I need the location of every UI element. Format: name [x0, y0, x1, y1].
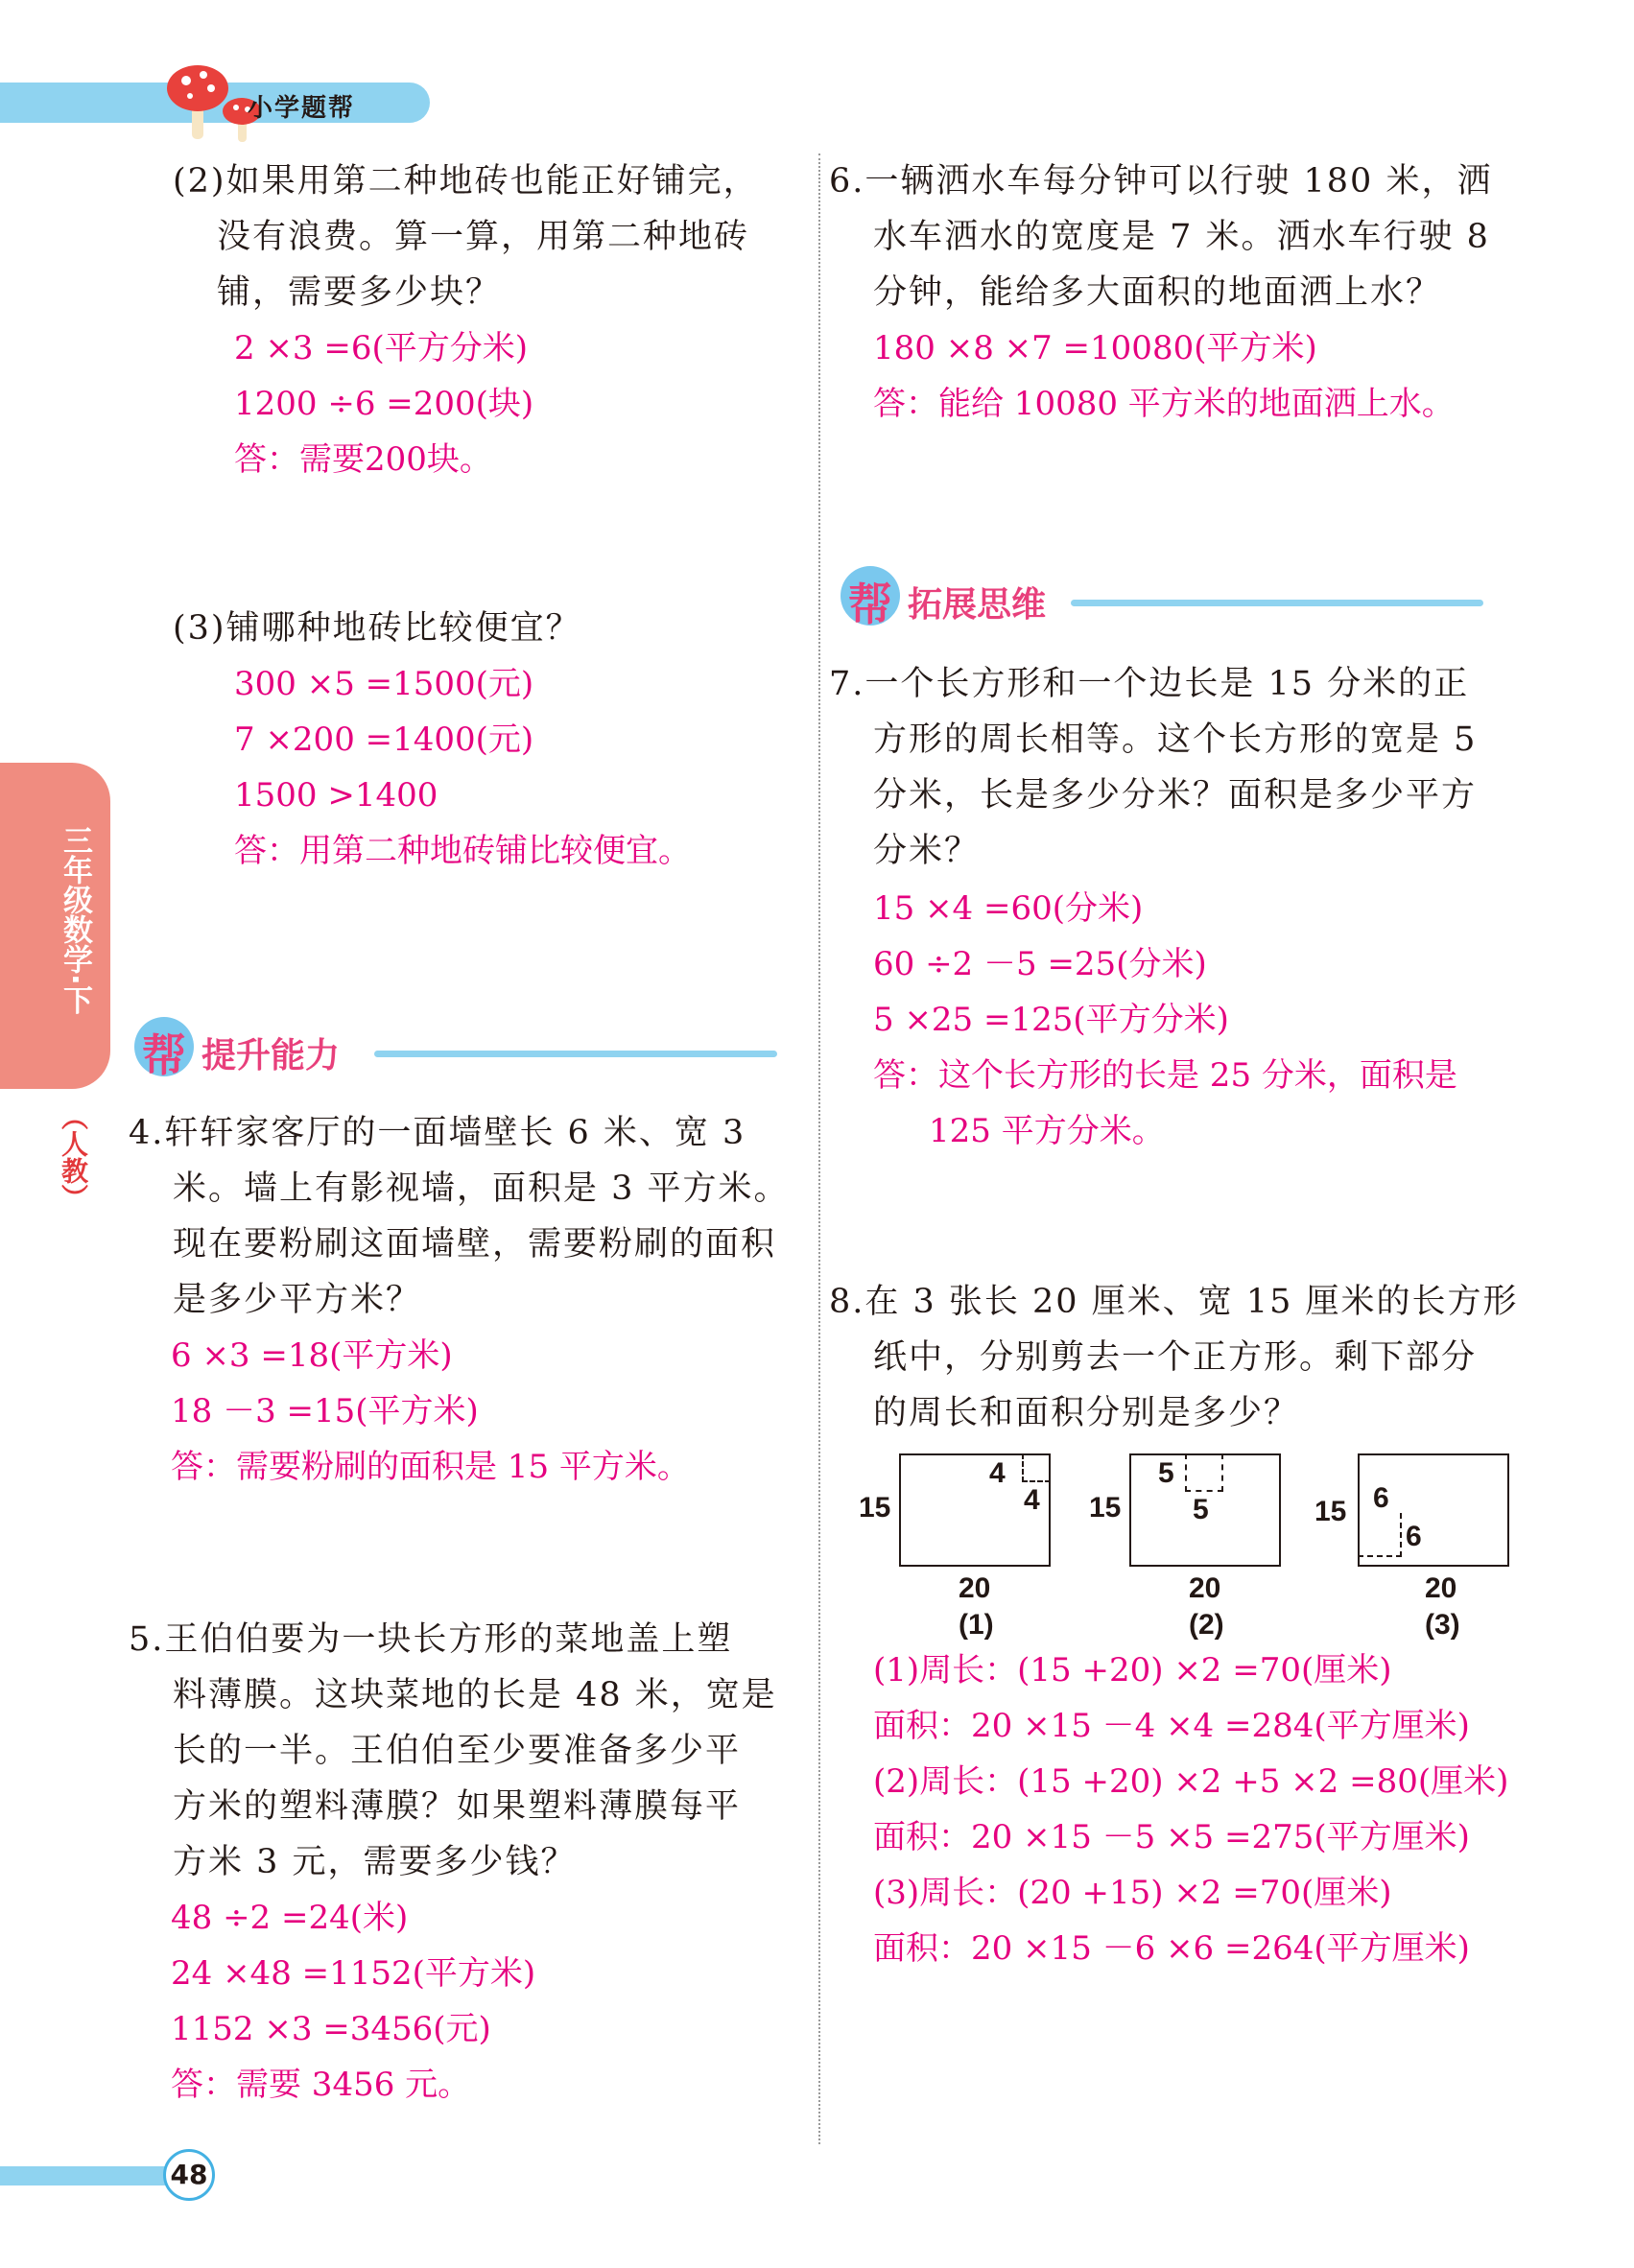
- question-3-text: [173, 601, 581, 656]
- answer-line: 6 ×3 =18(平方米): [171, 1336, 453, 1375]
- answer-line: 答：用第二种地砖铺比较便宜。: [234, 832, 691, 870]
- q5-line: 料薄膜。这块菜地的长是 48 米，宽是: [173, 1676, 777, 1714]
- question-2-text: [173, 154, 759, 320]
- q5-line: 方米 3 元，需要多少钱？: [173, 1843, 577, 1881]
- figure-height-label: 15: [859, 1492, 891, 1524]
- answer-line: 1200 ÷6 =200(块): [234, 385, 534, 423]
- question-7-answer: [873, 881, 1457, 1159]
- answer-line: (1)周长：(15 +20) ×2 =70(厘米): [873, 1651, 1392, 1689]
- answer-line: 48 ÷2 =24(米): [171, 1899, 409, 1937]
- q5-line: 方米的塑料薄膜？如果塑料薄膜每平: [173, 1787, 742, 1826]
- q4-line: 米。墙上有影视墙，面积是 3 平方米。: [173, 1169, 790, 1208]
- figure-cut-label: 6: [1406, 1521, 1422, 1552]
- q6-line: 6.一辆洒水车每分钟可以行驶 180 米，洒: [829, 162, 1493, 201]
- answer-line: 15 ×4 =60(分米): [873, 889, 1144, 928]
- answer-line: (3)周长：(20 +15) ×2 =70(厘米): [873, 1874, 1392, 1912]
- q7-line: 7.一个长方形和一个边长是 15 分米的正: [829, 665, 1470, 703]
- answer-line: 答：这个长方形的长是 25 分米，面积是: [873, 1056, 1457, 1095]
- answer-line: 300 ×5 =1500(元): [234, 665, 534, 703]
- q6-line: 分钟，能给多大面积的地面洒上水？: [873, 273, 1442, 312]
- q6-line: 水车洒水的宽度是 7 米。洒水车行驶 8: [873, 218, 1490, 256]
- question-8-answer: [873, 1642, 1508, 1976]
- figure-caption: (1): [959, 1609, 994, 1641]
- q2-line: 没有浪费。算一算，用第二种地砖: [217, 218, 750, 256]
- answer-line: 面积：20 ×15 －4 ×4 =284(平方厘米): [873, 1707, 1470, 1745]
- section-badge: 帮: [142, 1029, 186, 1081]
- q3-line: (3)铺哪种地砖比较便宜？: [173, 609, 581, 648]
- q5-line: 长的一半。王伯伯至少要准备多少平: [173, 1732, 742, 1770]
- figure-cut-square: [1185, 1453, 1223, 1492]
- figure-caption: (3): [1425, 1609, 1460, 1641]
- figure-height-label: 15: [1089, 1492, 1122, 1524]
- answer-line: 60 ÷2 －5 =25(分米): [873, 945, 1207, 983]
- answer-line: 125 平方分米。: [929, 1112, 1165, 1150]
- question-8-text: [829, 1274, 1519, 1441]
- answer-line: 180 ×8 ×7 =10080(平方米): [873, 329, 1317, 367]
- q2-line: 铺，需要多少块？: [217, 273, 502, 312]
- section-rule: [1071, 600, 1483, 606]
- q7-line: 分米？: [873, 832, 981, 870]
- question-4-answer: [171, 1328, 690, 1495]
- q8-figures: [859, 1444, 1511, 1645]
- answer-line: 5 ×25 =125(平方分米): [873, 1001, 1229, 1039]
- figure-height-label: 15: [1314, 1496, 1347, 1527]
- q4-line: 现在要粉刷这面墙壁，需要粉刷的面积: [173, 1225, 777, 1264]
- figure-cut-square: [1022, 1453, 1051, 1482]
- question-5-answer: [171, 1890, 535, 2113]
- answer-line: (2)周长：(15 +20) ×2 +5 ×2 =80(厘米): [873, 1762, 1509, 1801]
- section-ability-header: [134, 1017, 787, 1084]
- q8-line: 的周长和面积分别是多少？: [873, 1394, 1300, 1432]
- question-6-text: [829, 154, 1492, 320]
- figure-width-label: 20: [959, 1572, 991, 1604]
- section-badge: 帮: [848, 579, 892, 630]
- question-2-answer: [234, 320, 533, 487]
- q4-line: 4.轩轩家客厅的一面墙壁长 6 米、宽 3: [129, 1114, 746, 1152]
- figure-cut-label: 5: [1158, 1457, 1174, 1489]
- question-3-answer: [234, 656, 691, 879]
- figure-width-label: 20: [1425, 1572, 1457, 1604]
- answer-line: 面积：20 ×15 －6 ×6 =264(平方厘米): [873, 1929, 1470, 1968]
- answer-line: 1152 ×3 =3456(元): [171, 2010, 491, 2048]
- question-6-answer: [873, 320, 1455, 432]
- side-grade-title: 三年级数学·下: [58, 825, 92, 1015]
- q7-line: 方形的周长相等。这个长方形的宽是 5: [873, 721, 1478, 759]
- q4-line: 是多少平方米？: [173, 1281, 422, 1319]
- question-5-text: [129, 1612, 777, 1890]
- q5-line: 5.王伯伯要为一块长方形的菜地盖上塑: [129, 1620, 733, 1659]
- answer-line: 答：需要200块。: [234, 440, 492, 479]
- figure-cut-label: 6: [1373, 1482, 1389, 1514]
- q8-line: 纸中，分别剪去一个正方形。剩下部分: [873, 1338, 1478, 1377]
- q2-line: (2)如果用第二种地砖也能正好铺完，: [173, 162, 759, 201]
- answer-line: 答：需要粉刷的面积是 15 平方米。: [171, 1448, 690, 1486]
- answer-line: 2 ×3 =6(平方分米): [234, 329, 529, 367]
- side-edition: （人教）: [58, 1103, 89, 1211]
- answer-line: 答：能给 10080 平方米的地面洒上水。: [873, 385, 1455, 423]
- figure-cut-label: 4: [1024, 1484, 1040, 1516]
- answer-line: 答：需要 3456 元。: [171, 2066, 471, 2104]
- figure-cut-square: [1358, 1513, 1402, 1557]
- section-title: 提升能力: [201, 1036, 341, 1075]
- figure-cut-label: 4: [989, 1457, 1006, 1489]
- section-title: 拓展思维: [908, 585, 1047, 625]
- side-tab: [0, 763, 110, 1089]
- question-4-text: [129, 1105, 790, 1328]
- answer-line: 18 －3 =15(平方米): [171, 1392, 479, 1430]
- section-thinking-header: [841, 566, 1493, 633]
- q8-line: 8.在 3 张长 20 厘米、宽 15 厘米的长方形: [829, 1283, 1519, 1321]
- page-number: 48: [163, 2149, 215, 2201]
- question-7-text: [829, 656, 1477, 879]
- figure-width-label: 20: [1189, 1572, 1221, 1604]
- q7-line: 分米，长是多少分米？面积是多少平方: [873, 776, 1478, 815]
- answer-line: 面积：20 ×15 －5 ×5 =275(平方厘米): [873, 1818, 1470, 1856]
- answer-line: 24 ×48 =1152(平方米): [171, 1954, 536, 1993]
- answer-line: 1500 >1400: [234, 776, 438, 815]
- answer-line: 7 ×200 =1400(元): [234, 721, 534, 759]
- figure-cut-label: 5: [1193, 1494, 1209, 1525]
- column-divider: [818, 154, 820, 2144]
- section-rule: [374, 1051, 777, 1057]
- figure-caption: (2): [1189, 1609, 1224, 1641]
- brand-title: 小学题帮: [248, 94, 356, 123]
